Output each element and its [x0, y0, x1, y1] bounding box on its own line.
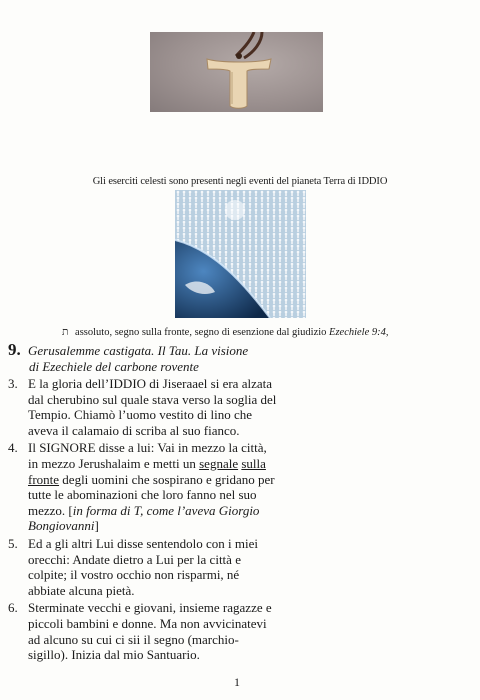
- verse-5: [8, 536, 278, 598]
- verse-text-part: ]: [94, 518, 99, 534]
- section-title-line2: di Ezechiele del carbone rovente: [29, 359, 199, 374]
- verse-text-part: degli uomini che sospirano e gridano per tutte le abominazioni che loro fanno nel suo mezzo. [: [28, 471, 275, 518]
- verse-text-part: Il SIGNORE disse a lui: Vai in mezzo la città, in mezzo Jerushalaim e metti un: [28, 440, 267, 471]
- verse-text: [28, 440, 278, 534]
- scripture-reference: Ezechiele 9:4,: [329, 327, 389, 338]
- verse-3: [8, 376, 278, 438]
- caption-text: assoluto, segno sulla fronte, segno di esenzione dal giudizio: [75, 327, 327, 338]
- section-title: Gerusalemme castigata. Il Tau. La visione: [28, 343, 249, 358]
- tau-sign-caption: [62, 326, 462, 338]
- verse-4: [8, 440, 278, 534]
- hebrew-tav-letter: ת: [62, 326, 69, 338]
- verse-text: E la gloria dell’IDDIO di Jiseraael si era alzata dal cherubino sul quale stava verso la soglia del Tempio. Chiamò l’uomo vestito di lino che aveva il calamaio di scriba al suo fianco.: [28, 376, 277, 438]
- verse-number: 6.: [8, 600, 18, 616]
- underlined-word-segnale: segnale: [199, 455, 239, 471]
- tau-cross-icon: [150, 32, 323, 112]
- tau-cross-photo: [150, 32, 323, 112]
- verse-number: 4.: [8, 440, 18, 456]
- verse-number: 3.: [8, 376, 18, 391]
- heavenly-host-over-earth-icon: [175, 190, 306, 318]
- verse-text: Sterminate vecchi e giovani, insieme ragazze e piccoli bambini e donne. Ma non avvicinatevi ad alcuno su cui ci sii il segno (marchio-sigillo). Inizia dal mio Santuario.: [28, 600, 272, 663]
- chapter-content: [8, 342, 278, 665]
- italic-annotation: in forma di T, come l’aveva Giorgio Bongiovanni: [28, 502, 260, 534]
- section-number: 9.: [8, 340, 21, 359]
- verse-text: Ed a gli altri Lui disse sentendolo con i miei orecchi: Andate dietro a Lui per la città e colpite; il vostro occhio non risparmi, né abbiate alcuna pietà.: [28, 535, 258, 598]
- photo-caption-heavenly-hosts: Gli eserciti celesti sono presenti negli eventi del pianeta Terra di IDDIO: [92, 176, 388, 187]
- heavenly-host-photo: [175, 190, 306, 318]
- section-heading: [8, 342, 278, 359]
- underlined-phrase-fronte: sulla fronte: [28, 455, 266, 487]
- page-number: 1: [234, 675, 240, 689]
- verse-6: [8, 600, 278, 662]
- verse-number: 5.: [8, 535, 18, 551]
